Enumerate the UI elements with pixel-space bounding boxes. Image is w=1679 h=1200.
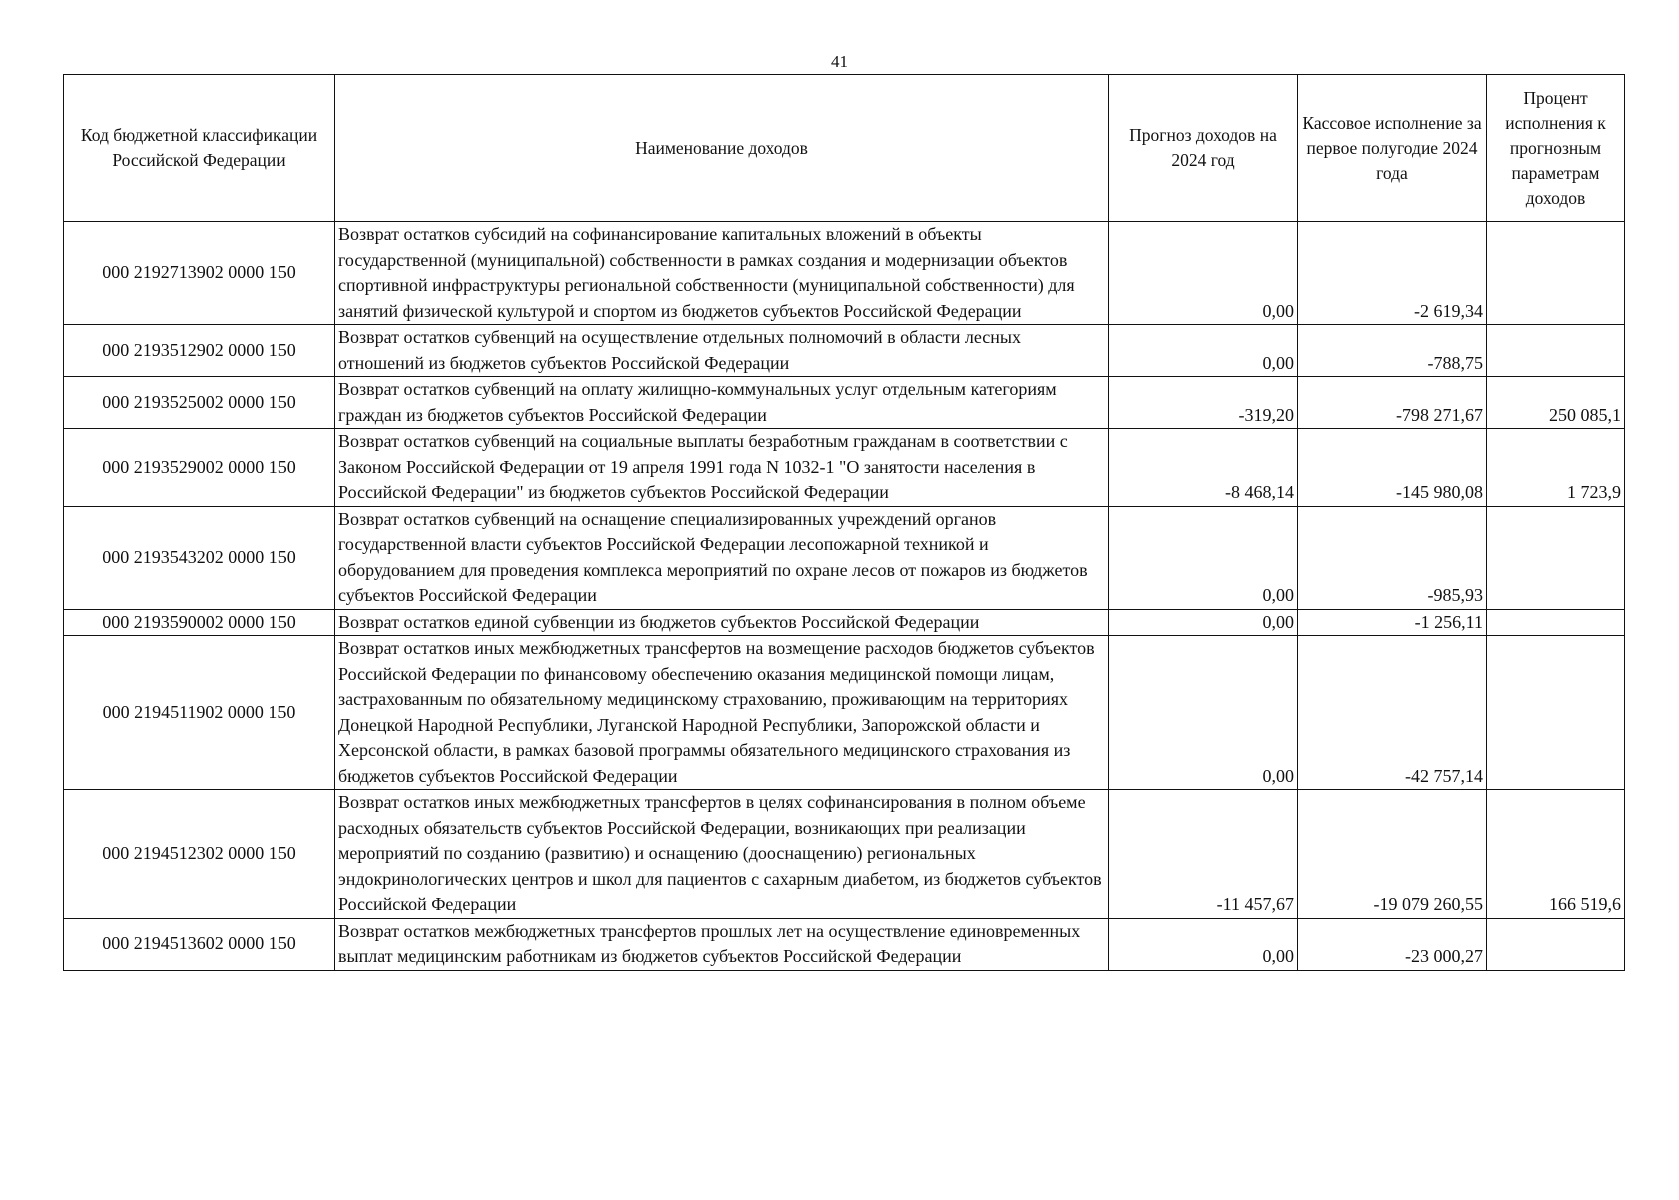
- row-execution: -2 619,34: [1298, 222, 1487, 325]
- table-row: [64, 377, 1625, 429]
- row-forecast: -8 468,14: [1109, 429, 1298, 507]
- header-forecast: Прогноз доходов на 2024 год: [1109, 75, 1298, 222]
- header-execution: Кассовое исполнение за первое полугодие 2024 года: [1298, 75, 1487, 222]
- row-forecast: 0,00: [1109, 636, 1298, 790]
- table-row: [64, 609, 1625, 636]
- row-execution: -19 079 260,55: [1298, 790, 1487, 919]
- row-code: 000 2193512902 0000 150: [64, 325, 335, 377]
- row-name: Возврат остатков субвенций на оплату жилищно-коммунальных услуг отдельным категориям граждан из бюджетов субъектов Российской Федерации: [335, 377, 1109, 429]
- row-forecast: -11 457,67: [1109, 790, 1298, 919]
- row-percent: [1487, 918, 1625, 970]
- header-name: Наименование доходов: [335, 75, 1109, 222]
- row-name: Возврат остатков межбюджетных трансфертов прошлых лет на осуществление единовременных выплат медицинским работникам из бюджетов субъектов Российской Федерации: [335, 918, 1109, 970]
- row-name: Возврат остатков субвенций на осуществление отдельных полномочий в области лесных отношений из бюджетов субъектов Российской Федерации: [335, 325, 1109, 377]
- row-percent: [1487, 506, 1625, 609]
- row-forecast: 0,00: [1109, 222, 1298, 325]
- table-row: [64, 325, 1625, 377]
- page-number: 41: [831, 52, 848, 71]
- row-execution: -798 271,67: [1298, 377, 1487, 429]
- row-name: Возврат остатков субвенций на оснащение специализированных учреждений органов государственной власти субъектов Российской Федерации лесопожарной техникой и оборудованием для проведения комплекса мероприятий по охране лесов от пожаров из бюджетов субъектов Российской Федерации: [335, 506, 1109, 609]
- row-forecast: -319,20: [1109, 377, 1298, 429]
- row-percent: 166 519,6: [1487, 790, 1625, 919]
- row-code: 000 2192713902 0000 150: [64, 222, 335, 325]
- row-code: 000 2194511902 0000 150: [64, 636, 335, 790]
- row-percent: [1487, 609, 1625, 636]
- row-code: 000 2193590002 0000 150: [64, 609, 335, 636]
- row-percent: [1487, 636, 1625, 790]
- revenue-table: [63, 74, 1625, 971]
- row-code: 000 2193543202 0000 150: [64, 506, 335, 609]
- row-forecast: 0,00: [1109, 918, 1298, 970]
- row-percent: 1 723,9: [1487, 429, 1625, 507]
- row-execution: -23 000,27: [1298, 918, 1487, 970]
- table-header-row: [64, 75, 1625, 222]
- row-percent: 250 085,1: [1487, 377, 1625, 429]
- row-execution: -1 256,11: [1298, 609, 1487, 636]
- row-name: Возврат остатков единой субвенции из бюджетов субъектов Российской Федерации: [335, 609, 1109, 636]
- row-name: Возврат остатков субвенций на социальные выплаты безработным гражданам в соответствии с Законом Российской Федерации от 19 апреля 1991 года N 1032-1 "О занятости населения в Российской Федерации" из бюджетов субъектов Российской Федерации: [335, 429, 1109, 507]
- row-percent: [1487, 325, 1625, 377]
- row-code: 000 2193525002 0000 150: [64, 377, 335, 429]
- row-name: Возврат остатков субсидий на софинансирование капитальных вложений в объекты государственной (муниципальной) собственности в рамках создания и модернизации объектов спортивной инфраструктуры региональной собственности (муниципальной собственности) для занятий физической культурой и спортом из бюджетов субъектов Российской Федерации: [335, 222, 1109, 325]
- row-forecast: 0,00: [1109, 325, 1298, 377]
- header-code: Код бюджетной классификации Российской Федерации: [64, 75, 335, 222]
- row-forecast: 0,00: [1109, 609, 1298, 636]
- row-execution: -985,93: [1298, 506, 1487, 609]
- row-execution: -42 757,14: [1298, 636, 1487, 790]
- table-row: [64, 429, 1625, 507]
- table-row: [64, 790, 1625, 919]
- row-name: Возврат остатков иных межбюджетных трансфертов в целях софинансирования в полном объеме расходных обязательств субъектов Российской Федерации, возникающих при реализации мероприятий по созданию (развитию) и оснащению (дооснащению) региональных эндокринологических центров и школ для пациентов с сахарным диабетом, из бюджетов субъектов Российской Федерации: [335, 790, 1109, 919]
- row-code: 000 2193529002 0000 150: [64, 429, 335, 507]
- table-row: [64, 222, 1625, 325]
- table-row: [64, 918, 1625, 970]
- row-forecast: 0,00: [1109, 506, 1298, 609]
- table-row: [64, 506, 1625, 609]
- row-name: Возврат остатков иных межбюджетных трансфертов на возмещение расходов бюджетов субъектов Российской Федерации по финансовому обеспечению оказания медицинской помощи лицам, застрахованным по обязательному медицинскому страхованию, проживающим на территориях Донецкой Народной Республики, Луганской Народной Республики, Запорожской области и Херсонской области, в рамках базовой программы обязательного медицинского страхования из бюджетов субъектов Российской Федерации: [335, 636, 1109, 790]
- row-code: 000 2194512302 0000 150: [64, 790, 335, 919]
- row-percent: [1487, 222, 1625, 325]
- table-row: [64, 636, 1625, 790]
- row-execution: -788,75: [1298, 325, 1487, 377]
- row-code: 000 2194513602 0000 150: [64, 918, 335, 970]
- header-percent: Процент исполнения к прогнозным параметрам доходов: [1487, 75, 1625, 222]
- row-execution: -145 980,08: [1298, 429, 1487, 507]
